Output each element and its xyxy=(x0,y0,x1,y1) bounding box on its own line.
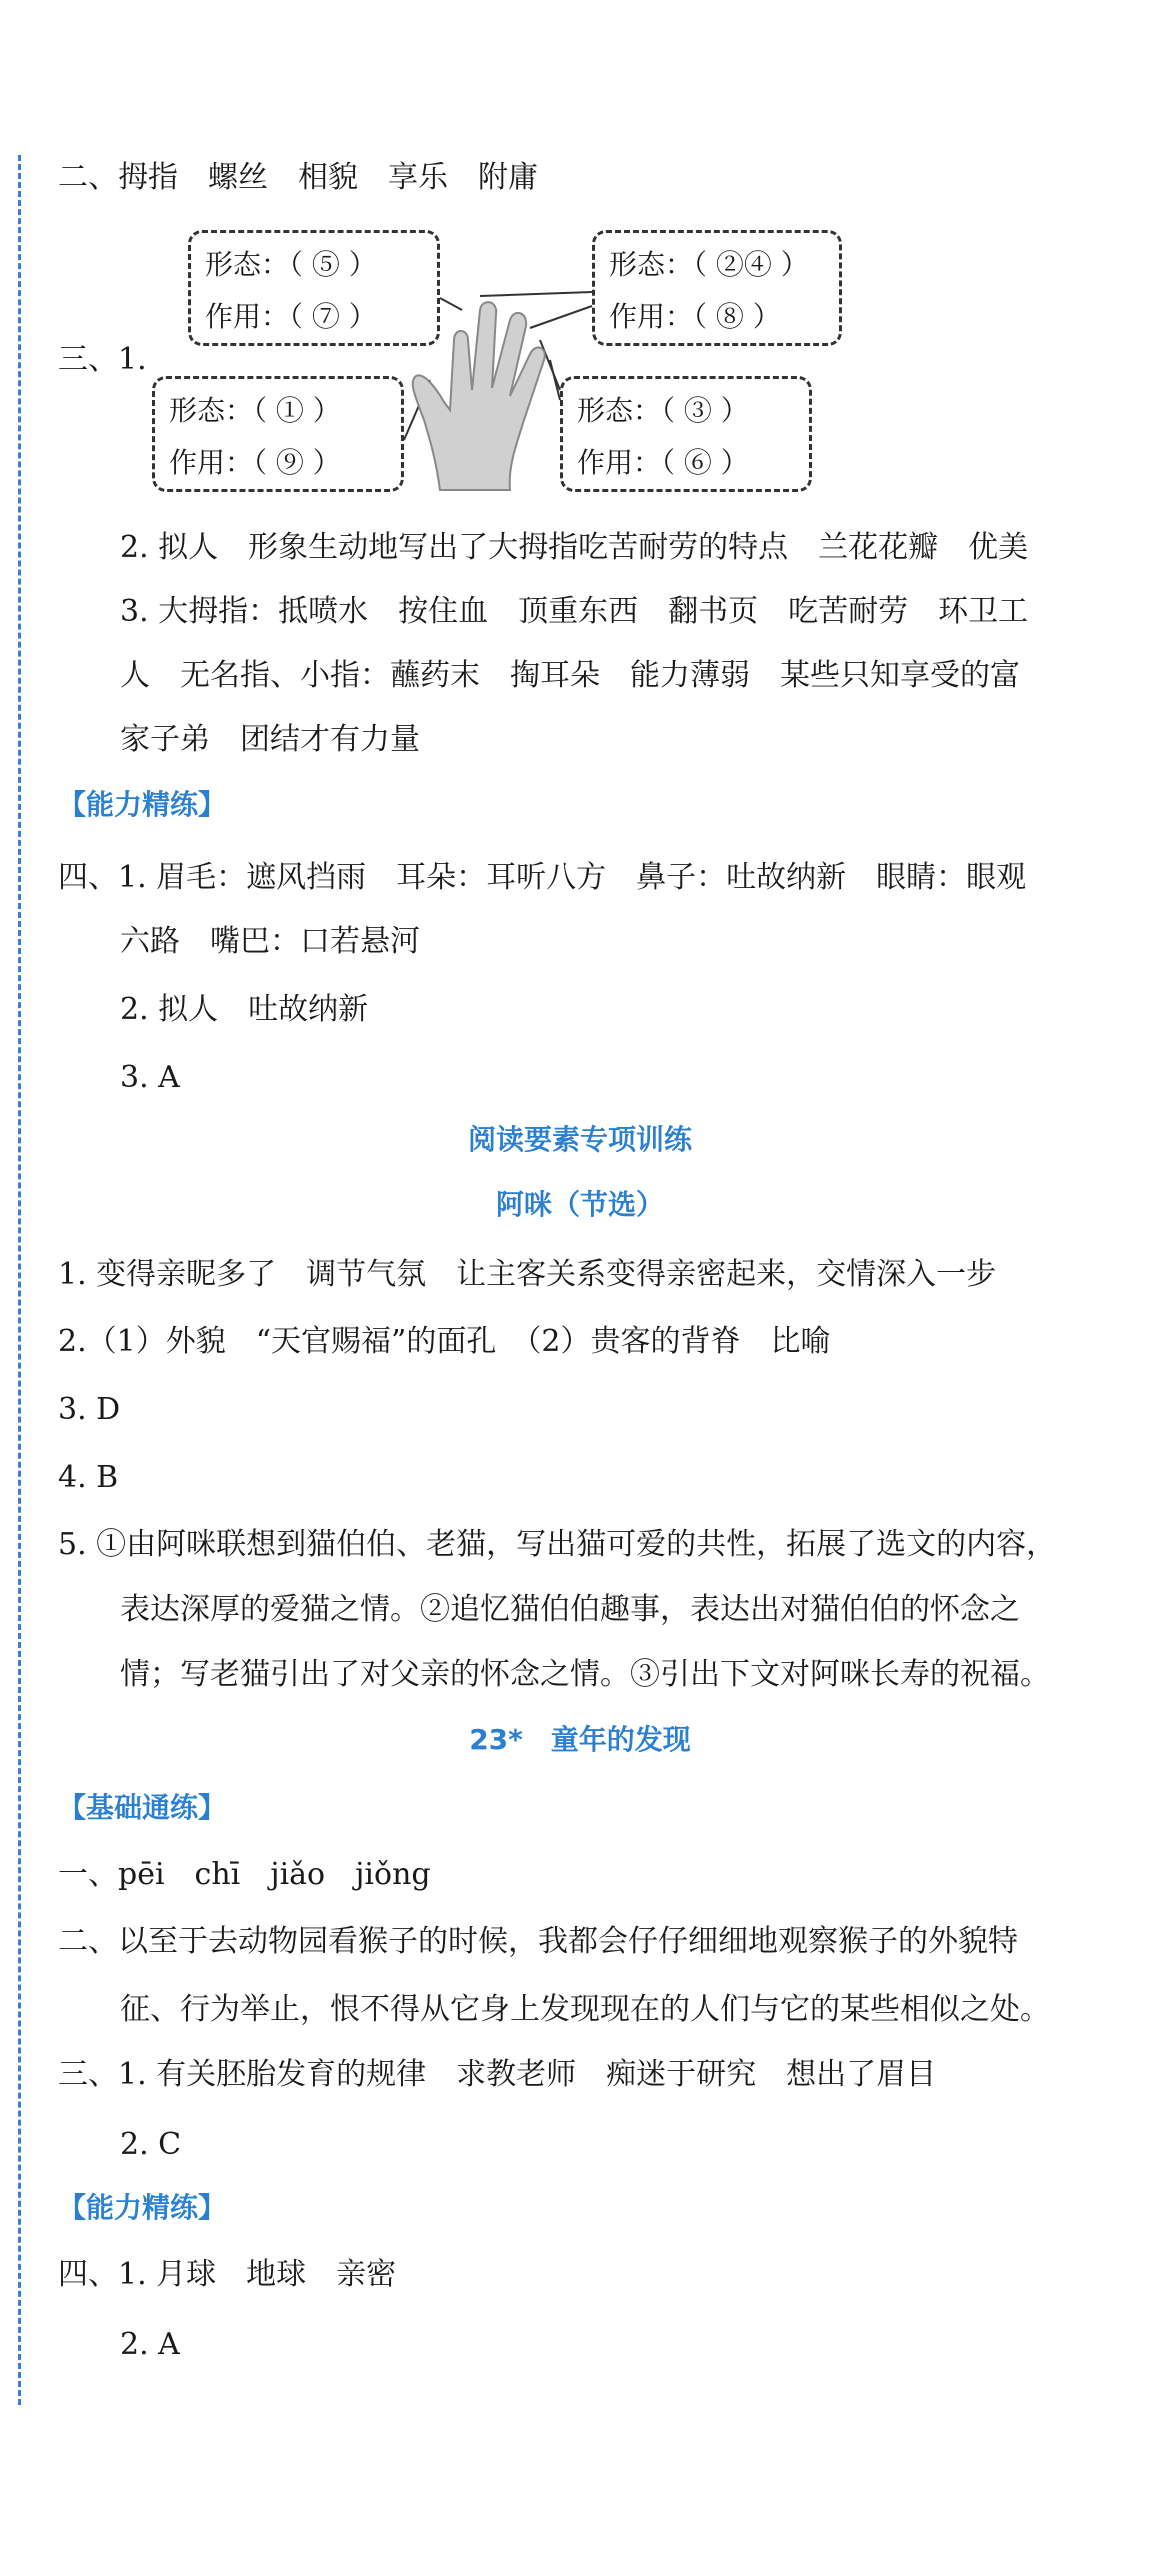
box-form: 形态：（ ⑤ ） xyxy=(205,248,377,281)
answer-line: 三、1. 有关胚胎发育的规律 求教老师 痴迷于研究 想出了眉目 xyxy=(58,2057,937,2092)
answer-line-er: 二、拇指 螺丝 相貌 享乐 附庸 xyxy=(58,160,538,195)
heading-ami: 阿咪（节选） xyxy=(495,1188,664,1221)
answer-line: 3. D xyxy=(58,1392,121,1427)
answer-line: 2. C xyxy=(120,2127,182,2162)
box-use: 作用：（ ⑥ ） xyxy=(577,446,749,479)
box-form: 形态：（ ③ ） xyxy=(577,394,749,427)
box-form: 形态：（ ②④ ） xyxy=(609,248,809,281)
answer-line: 3. A xyxy=(120,1060,180,1095)
answer-line: 一、pēi chī jiǎo jiǒng xyxy=(58,1857,431,1892)
box-use: 作用：（ ⑧ ） xyxy=(609,300,781,333)
margin-dashed-line xyxy=(18,155,21,2405)
answer-line: 2. A xyxy=(120,2327,180,2362)
answer-line: 5. ①由阿咪联想到猫伯伯、老猫，写出猫可爱的共性，拓展了选文的内容， xyxy=(58,1527,1057,1562)
heading-lesson-23: 23* 童年的发现 xyxy=(469,1723,691,1756)
answer-line: 2. 拟人 形象生动地写出了大拇指吃苦耐劳的特点 兰花花瓣 优美 xyxy=(120,530,1029,565)
answer-line: 2. 拟人 吐故纳新 xyxy=(120,992,369,1027)
answer-line: 二、以至于去动物园看猴子的时候，我都会仔仔细细地观察猴子的外貌特 xyxy=(58,1924,1018,1959)
answer-line: 征、行为举止，恨不得从它身上发现现在的人们与它的某些相似之处。 xyxy=(120,1992,1050,2027)
heading-reading: 阅读要素专项训练 xyxy=(467,1123,692,1156)
answer-line: 四、1. 月球 地球 亲密 xyxy=(58,2257,397,2292)
answer-line: 2.（1）外貌 “天官赐福”的面孔 （2）贵客的背脊 比喻 xyxy=(58,1324,831,1359)
answer-line: 表达深厚的爱猫之情。②追忆猫伯伯趣事，表达出对猫伯伯的怀念之 xyxy=(120,1592,1020,1627)
answer-label-san: 三、1. xyxy=(58,342,147,377)
answer-line: 家子弟 团结才有力量 xyxy=(120,722,420,757)
section-nengli-1: 【能力精练】 xyxy=(58,788,227,821)
answer-line: 情；写老猫引出了对父亲的怀念之情。③引出下文对阿咪长寿的祝福。 xyxy=(120,1657,1050,1692)
answer-line: 四、1. 眉毛：遮风挡雨 耳朵：耳听八方 鼻子：吐故纳新 眼睛：眼观 xyxy=(58,860,1027,895)
box-use: 作用：（ ⑨ ） xyxy=(169,446,341,479)
answer-line: 3. 大拇指：抵喷水 按住血 顶重东西 翻书页 吃苦耐劳 环卫工 xyxy=(120,594,1029,629)
answer-line: 4. B xyxy=(58,1460,119,1495)
box-use: 作用：（ ⑦ ） xyxy=(205,300,377,333)
box-form: 形态：（ ① ） xyxy=(169,394,341,427)
answer-line: 1. 变得亲昵多了 调节气氛 让主客关系变得亲密起来，交情深入一步 xyxy=(58,1257,997,1292)
section-nengli-2: 【能力精练】 xyxy=(58,2191,227,2224)
hand-illustration xyxy=(380,270,640,500)
section-jichu: 【基础通练】 xyxy=(58,1791,227,1824)
box-bottom-left xyxy=(152,376,404,492)
answer-line: 人 无名指、小指：蘸药末 掏耳朵 能力薄弱 某些只知享受的富 xyxy=(120,658,1020,693)
answer-line: 六路 嘴巴：口若悬河 xyxy=(120,924,420,959)
